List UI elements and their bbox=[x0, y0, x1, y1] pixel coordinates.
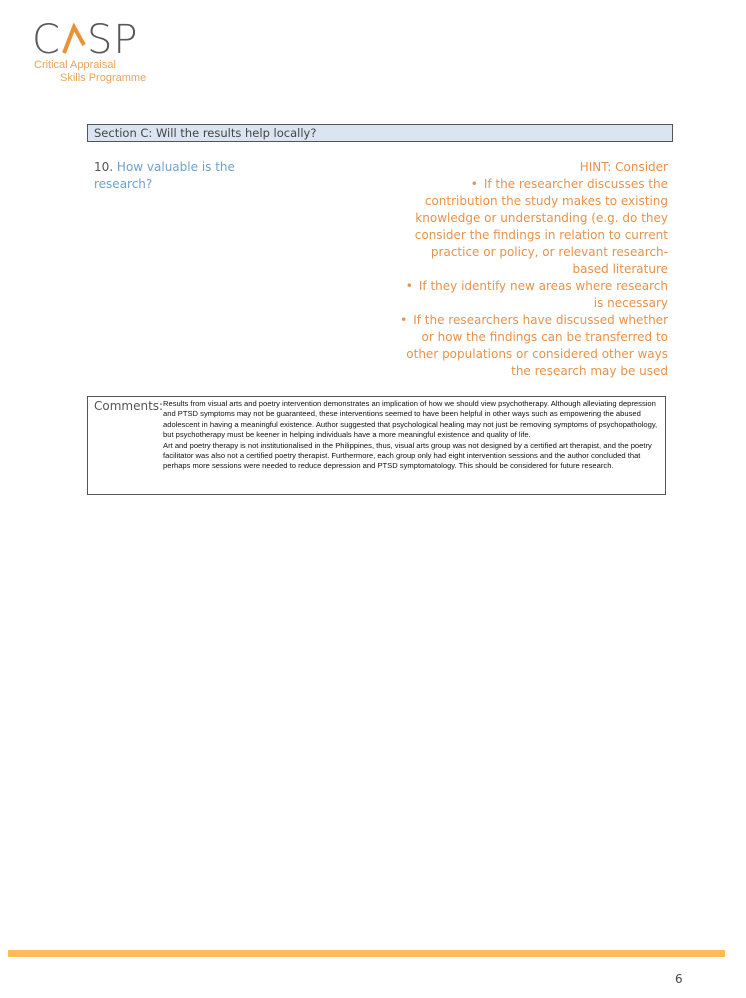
hint-block bbox=[400, 159, 668, 380]
logo-wordmark bbox=[32, 18, 138, 62]
comments-text[interactable] bbox=[163, 399, 663, 472]
hint-item-text: If they identify new areas where research is necessary bbox=[418, 279, 668, 310]
question-10 bbox=[94, 159, 254, 193]
hint-item bbox=[400, 176, 668, 278]
hint-title: HINT: Consider bbox=[579, 160, 668, 174]
logo-subtitle-line1: Critical Appraisal bbox=[34, 59, 116, 71]
hint-item bbox=[400, 312, 668, 380]
logo-letters-sp: SP bbox=[86, 17, 139, 63]
question-text: How valuable is the research? bbox=[94, 160, 235, 191]
logo-subtitle-line2: Skills Programme bbox=[60, 72, 147, 84]
footer-bar bbox=[8, 950, 725, 957]
hint-item-text: If the researcher discusses the contribution the study makes to existing knowledge or understanding (e.g. do they consider the findings in relation to current practice or policy, or relevant research-based literature bbox=[414, 177, 668, 276]
bullet-icon: • bbox=[470, 177, 478, 191]
page-number: 6 bbox=[675, 972, 683, 986]
comments-paragraph: Results from visual arts and poetry intervention demonstrates an implication of how we should view psychotherapy. Although alleviating depression and PTSD symptoms may not be guaranteed, these interventions seemed to have been helpful in other ways such as empowering the abused adolescent in having a meaningful existence. Author suggested that psychological healing may not just be removing symptoms of psychopathology, but psychotherapy must be keener in helping individuals have a more meaningful existence and quality of life. bbox=[163, 399, 658, 440]
bullet-icon: • bbox=[400, 313, 408, 327]
section-header: Section C: Will the results help locally? bbox=[87, 124, 673, 142]
comments-box[interactable] bbox=[87, 396, 666, 495]
hint-item bbox=[400, 278, 668, 312]
bullet-icon: • bbox=[405, 279, 413, 293]
comments-label: Comments: bbox=[94, 399, 164, 413]
comments-paragraph: Art and poetry therapy is not institutionalised in the Philippines, thus, visual arts group was not designed by a certified art therapist, and the poetry facilitator was also not a certified poetry therapist. Furthermore, each group only had eight intervention sessions and the author concluded that perhaps more sessions were needed to reduce depression and PTSD symptomatology. This should be considered for future research. bbox=[163, 440, 652, 471]
hint-item-text: If the researchers have discussed whether or how the findings can be transferred to other populations or considered other ways the research may be used bbox=[406, 313, 668, 378]
logo-chevron-icon bbox=[61, 20, 87, 52]
casp-logo bbox=[32, 18, 162, 88]
question-number: 10. bbox=[94, 160, 114, 174]
logo-letter-c: C bbox=[32, 17, 61, 63]
